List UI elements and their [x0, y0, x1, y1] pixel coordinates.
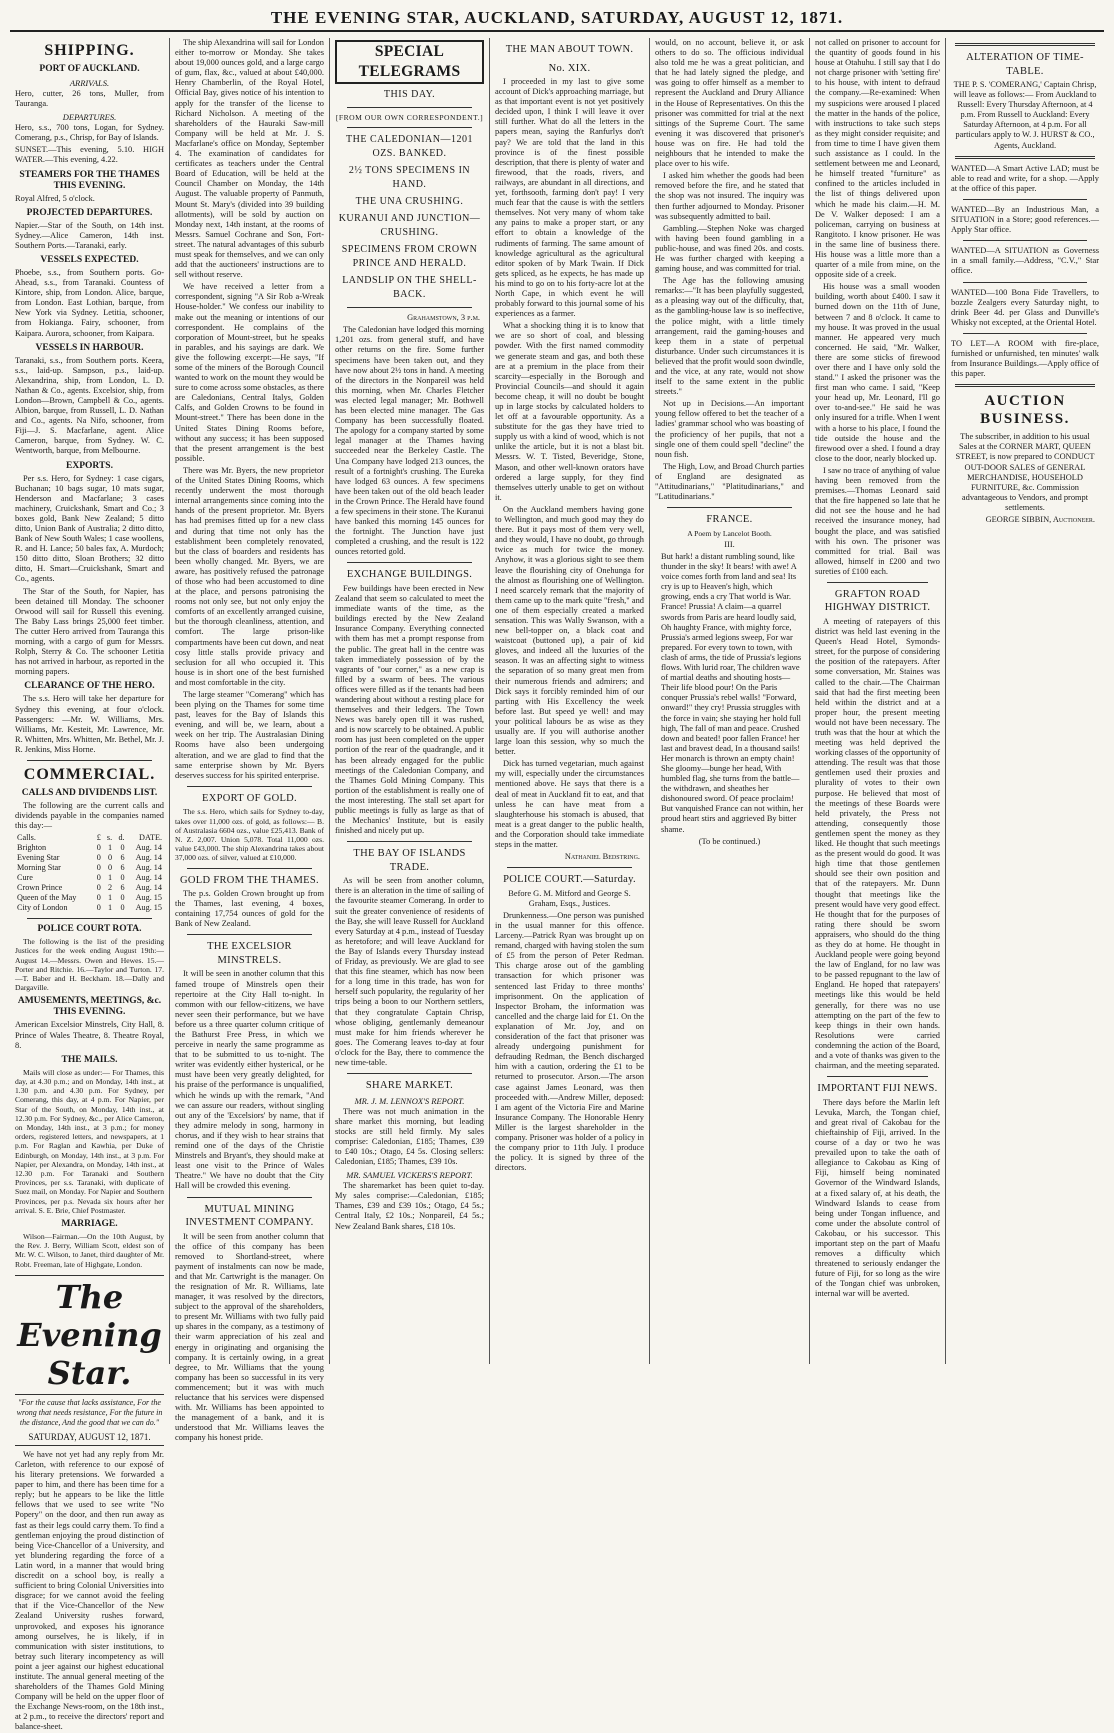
clearance-text: The s.s. Hero will take her departure for Sydney this evening, at four o'clock. Passengers: —Mr. W. Williams, Mrs. Williams, Mr. Kesteit, Mr. Lawrence, Mr. R. Whitten, Mrs. Whitten, Mr. Bethel, Mr. J. R. Jenkins, Miss Horne. [15, 694, 164, 754]
special-telegrams-title: SPECIAL TELEGRAMS [335, 40, 484, 84]
police-court-sub: Before G. M. Mitford and George S. Graham, Esqs., Justices. [508, 888, 631, 908]
alteration-title: ALTERATION OF TIME-TABLE. [966, 52, 1084, 77]
divider [347, 307, 472, 308]
divider [347, 1073, 472, 1074]
classified-ad: TO LET—A ROOM with fire-place, furnished or unfurnished, ten minutes' walk from Insurance Buildings.—Apply office of this paper. [951, 338, 1099, 379]
telegram-heading: 2½ TONS SPECIMENS IN HAND. [348, 165, 471, 191]
alteration-text: THE P. S. 'COMERANG,' Captain Chrisp, will leave as follows:— From Auckland to Russell: Every Thursday Afternoon, at 4 p.m. From Russell to Auckland: Every Saturday Afternoon, at 4 p.m. For all particulars apply to W. J. HURST & CO., Agents, Auckland. [953, 80, 1097, 150]
shipping-title: SHIPPING. [44, 42, 135, 59]
divider [187, 868, 312, 869]
police-court-title: POLICE COURT.—Saturday. [503, 874, 636, 886]
divider [963, 333, 1087, 334]
article-text: What a shocking thing it is to know that we are so short of coal, and blessing powder. With the first named commodity we generate steam and gas, and both these are at a premium in the place from their scarcity—especially in the Borough and Provincial Councils—and should it again become cheap, it will no doubt be bought up in large stocks by calculated holders to let off at a favourable opportunity. As a substitute for the gas they have tried to supply us with a kind of wood, which is not unlike the article, but it is not a blast bit. Messrs. W. T. Tisted, Beveridge, Stone, Mason, and other well-known orators have ordered a large supply, for they find themselves utterly unable to get on without it. [495, 321, 644, 502]
article-text: Dick has turned vegetarian, much against my will, especially under the circumstances mentioned above. He says that there is a deal of meat in Auckland fit to eat, and that unless he can have meat from a slaughterhouse his stomach is abused, that meat is a great danger to the public health, and the Corporation should take immediate steps in the matter. [495, 759, 644, 850]
grafton-text: A meeting of ratepayers of this district was held last evening in the Queen's Head Hotel, Symonds-street, for the purpose of considering the position of the ratepayers. After some conversation, Mr. Staines was called to the chair.—The Chairman said that had the first meeting been held within the district and at a proper hour, the present meeting would not have been necessary. The truth was that the hour at which the meeting was held deprived the working classes of the opportunity of attending. The result was that those gentlemen used their proxies and plurality of votes to their own purpose. He believed that most of the meetings of these Boards were held privately, the Press not attending, consequently those gentlemen spent the money as they liked. He thought that such meetings as the present would do good. It was high time that those gentlemen should see their own position and that of the ratepayers. Mr. Dunn thought that meetings like the present would have very good effect. He thought that for the purposes of rating there should be sworn appraisers, who should do the thing as they do at home. He thought in Auckland people were going beyond the law of England, for no law was to be passed repugnant to the law of England. He hoped that ratepayers' meetings like this would be held generally, for there was no use attempting on the part of the few to keep things in their own hands. Resolutions were carried condemning the action of the Board, and a vote of thanks was given to the chairman, and the meeting separated. [815, 616, 940, 1071]
divider [27, 918, 152, 919]
departures-title: DEPARTURES. [62, 112, 117, 123]
classified-ad: WANTED—A Smart Active LAD; must be able to read and write, for a shop. —Apply at the office of this paper. [951, 163, 1099, 193]
table-row: Queen of the May 0 1 0 Aug. 15 [17, 893, 162, 903]
commercial-title: COMMERCIAL. [23, 765, 156, 783]
fiji-title: IMPORTANT FIJI NEWS. [817, 1083, 938, 1095]
divider [955, 43, 1095, 46]
auction-signature: GEORGE SIBBIN, Auctioneer. [985, 515, 1095, 524]
mails-title: THE MAILS. [61, 1054, 118, 1065]
amusements-title: AMUSEMENTS, MEETINGS, &c. THIS EVENING. [17, 996, 162, 1018]
arrivals-text: Hero, cutter, 26 tons, Muller, from Tauranga. [15, 89, 164, 109]
column-6 [810, 38, 946, 1364]
classified-ad: WANTED—A SITUATION as Governess in a small family.—Address, "C.V.," Star office. [951, 246, 1099, 276]
article-text: The Age has the following amusing remarks:—"It has been playfully suggested, as a pleasing way out of the difficulty, that, as the gambling-house law is so ineffective, the police might, with a little timely arrangement, raid the gaming-houses and keep them in a state of perpetual disturbance. Under such circumstances it is believed that the profit would soon dwindle, and the vice, at any rate, would not show itself to the same extent in the public streets." [655, 276, 804, 397]
divider [347, 107, 472, 108]
man-about-town-title: THE MAN ABOUT TOWN. [505, 44, 634, 55]
poem-number: III. [724, 539, 735, 549]
share-subtitle: MR. J. M. LENNOX'S REPORT. [354, 1095, 465, 1106]
divider [347, 127, 472, 128]
paper-motto: "For the cause that lacks assistance, For the wrong that needs resistance, For the future in the distance, And the good that we can do." [16, 1397, 163, 1427]
column-7 [946, 38, 1104, 1364]
police-court-text: Drunkenness.—One person was punished in the usual manner for this offence. Larceny.—Patrick Ryan was brought up on remand, charged with having stolen the sum of £5 from the person of Peter Redman. This charge arose out of the gambling transaction for which prisoner was sentenced last Friday to three months' imprisonment. On the application of Inspector Broham, the information was cancelled and the charge laid for £1. On the explanation of Mr. Joy, and on consideration of the fact that prisoner was already undergoing punishment for defrauding Redman, the Bench discharged him with a caution, ordering the £1 to be returned to prosecutor. Arson.—The arson case against James Leonard, was then proceeded with.—Andrew Miller, deposed: I am agent of the Victoria Fire and Marine Insurance Company. The Honorable Henry Miller is the largest shareholder in the company. Prisoner was holder of a policy in the company prior to 11th July. I produce the policy. It is signed by three of the directors. [495, 910, 644, 1173]
column-4 [490, 38, 650, 1364]
news-item: We have received a letter from a correspondent, signing "A Sir Rob a-Wreak House-holder." We confess our inability to make out the meaning or intentions of our correspondent. He complains of the corporation of Mount-street, but he speaks in parables, and his sayings are dark. We give the following excerpt:—He says, "If some of the miners of the Borough Council wanted to work on the mount they would be sure to come across some obstacles, as there are Caledonians, Central Italys, Golden Calfs, and Golden Crowns to be found in Mount-street." There has been done in the United States Dining Rooms before, without any success; it has been supposed that the present arrangement is the best possible. [175, 282, 324, 463]
divider [963, 199, 1087, 200]
calls-title: CALLS AND DIVIDENDS LIST. [21, 787, 158, 798]
mutual-text: It will be seen from another column that the office of this company has been removed to Shortland-street, where payment of instalments can now be made, and that Mr. Cartwright is the manager. On the resignation of Mr. R. Williams, late manager, it was resolved by the directors, subject to the approval of the shareholders, to present Mr. Williams with two fully paid up shares in the company, as a testimony of their warm appreciation of his zeal and energy in originating and organising the company. It is certainly owing, in a great degree, to Mr. Williams that the young company has been so successful in its very commencement; but it was with much reluctance that his services were dispensed with. Mr. Williams has been appointed to the management of a bank, and it is understood that Mr. Williams leaves the company his honest pride. [175, 1231, 324, 1443]
departures-text: Hero, s.s., 700 tons, Logan, for Sydney. Comerang, p.s., Chrisp, for Bay of Islands. [15, 123, 164, 143]
exports-text: Per s.s. Hero, for Sydney: 1 case cigars, Buchanan; 10 bags sugar, 10 mats sugar, Henderson and Macfarlane; 3 cases machinery, Cruickshank, Smart and Co.; 3 boxes gold, Bank New Zealand; 5 ditto ditto, Union Bank of Australia; 2 ditto ditto, Bank of New South Wales; 1 case woollens, R. and H. Lance; 50 bales fax, A. Murdoch; 150 ditto ditto, Sloan Brothers; 32 ditto ditto, H. Smart—Cruickshank, Smart and Co., agents. [15, 473, 164, 584]
table-row: Brighton 0 1 0 Aug. 14 [17, 843, 162, 853]
editorial-text: We have not yet had any reply from Mr. Carleton, with reference to our exposé of his literary pretensions. We forwarded a paper to him, and there has been time for a reply; but he appears to be like the little fellows that we used to see write "No Popery" on the door, and then run away as fast as their legs could carry them. To find a gentleman enjoying the proud distinction of being Vice-Chancellor of a University, and yet blundering regarding the force of a Latin word, in a manner that would bring discredit on a school boy, is really a sufficient to bring Colonial Universities into disgrace; for we cannot avoid the feeling that if the Vice-Chancellor of the New Zealand University rushes forward, unprovoked, and exposes his ignorance among ourselves, he is likely, if in communication with sister institutions, to betray such literary incompetency as will point a jeer against our highest educational institute. The annual general meeting of the shareholders of the Thames Gold Mining Company will be held on the upper floor of the Exchange News-room, on the 18th inst., at 2 p.m., to receive the directors' report and balance-sheet. [15, 1449, 164, 1732]
calls-header-row [15, 833, 164, 843]
gold-thames-title: GOLD FROM THE THAMES. [180, 874, 319, 886]
article-text: I saw no trace of anything of value having been removed from the premises.—Thomas Leonard said that the fire happened so late that he did not see the house and he had received the insurance money, had bought the place, and was satisfied with his own. The prisoner was committed for trial. Bail was allowed, himself in £200 and two sureties of £100 each. [815, 465, 940, 576]
gold-thames-text: The p.s. Golden Crown brought up from the Thames, last evening, 4 boxes, containing 17,754 ounces of gold for the Bank of New Zealand. [175, 889, 324, 929]
divider [347, 841, 472, 842]
telegram-heading: KURANUI AND JUNCTION—CRUSHING. [338, 213, 481, 239]
steamers-title: STEAMERS FOR THE THAMES THIS EVENING. [19, 169, 160, 191]
telegram-text: The Caledonian have lodged this morning 1,201 ozs. from general stuff, and have other returns on the fire. Some further specimens have been taken out, and they have now about 2½ tons in hand. A meeting of the directors in the Nonpareil was held this morning, when Mr. Charles Fletcher was elected legal manager; Mr. Bothwell has been elected mine manager. The Gas Company has been successfully floated. The apology for a company started by some legal manager at the Thames having succeeded near the Berkeley Castle. The Una Company have lodged 213 ounces, the result of a fortnight's crushing. The Eureka have lodged 63 ounces. A few specimens have been taken out of the old beach leader in the Crown Prince. The Herald have found a few specimens in their stone. The Kuranui have banked this morning 145 ounces for the fortnight. The Junction have just completed a crushing, and the result is 122 ounces retorted gold. [335, 325, 484, 557]
calls-header: £ [96, 833, 101, 843]
classified-ad: WANTED—By an Industrious Man, a SITUATION in a Store; good references.—Apply Star office. [951, 204, 1099, 235]
bay-title: THE BAY OF ISLANDS TRADE. [353, 848, 466, 873]
auction-text: The subscriber, in addition to his usual Sales at the CORNER MART, QUEEN STREET, is now prepared to CONDUCT OUT-DOOR SALES of GENERAL MERCHANDISE, HOUSEHOLD FURNITURE, &c. Commission advantageous to Vendors, and prompt settlements. [955, 432, 1095, 512]
editorial-dateline: SATURDAY, AUGUST 12, 1871. [15, 1432, 164, 1446]
divider [955, 384, 1095, 387]
article-text: Not up in Decisions.—An important young fellow offered to bet the teacher of a ladies' grammar school who was boasting of the proficiency of her pupils, that not a single one of them could spell "decline" the noun fish. [655, 399, 804, 459]
bay-text: As will be seen from another column, there is an alteration in the time of sailing of the favourite steamer Comerang. In order to suit the greater convenience of residents of the Bay, she will leave Russell for Auckland every Saturday at 4 p.m., instead of Tuesday as heretofore; and will leave Auckland for the Bay of Islands every Thursday instead of Friday, as previously. We are glad to see that this fine steamer, which has now been for a long time in this trade, has won for herself such popularity, the regularity of her trips being a boon to our Northern settlers, that they congratulate Captain Chrisp, whose obliging, gentlemanly demeanour must make for him friends wherever he goes. The Comerang leaves to-day at four o'clock for the Bay, there to commence the new time-table. [335, 876, 484, 1067]
divider [827, 1076, 928, 1077]
divider [347, 562, 472, 563]
export-gold-text: The s.s. Hero, which sails for Sydney to-day, takes over 11,000 ozs. of gold, as follows:— B. of Australasia 6604 ozs., value £25,413. Bank of N. Z. 2,007. Union 5,078. Total 11,000 ozs. value £43,000. The ship Alexandrina takes about 37,000 ozs. of silver, valued at £10,000. [175, 807, 324, 863]
divider [667, 507, 792, 508]
article-text: Gambling.—Stephen Noke was charged with having been found gambling in a public-house, and was fined 20s. and costs. He was further charged with keeping a gaming house, and was committed for trial. [655, 223, 804, 274]
clearance-title: CLEARANCE OF THE HERO. [24, 681, 155, 692]
poem-title: FRANCE. [706, 514, 753, 526]
poem-continued: (To be continued.) [698, 836, 761, 846]
fiji-text: There days before the Marlin left Levuka, March, the Tongan chief, and great rival of Cakobau for the chieftainship of Fiji, arrived. In the course of a day or two he was prevailed upon to take the oath of allegiance to Cakobau as King of Fiji, himself being nominated Governor of the Windward Islands, at a fixed salary of, at his death, the Windward Islands to cease from being under Tongan influence, and come under the absolute control of Cakobau, or his successor. This important step on the part of Maafu removes a difficulty which threatened to seriously endanger the future of Fiji, for so long as the wire of the Tongan chief was unbroken, internal war will be averted. [815, 1097, 940, 1299]
calls-header: s. [106, 833, 113, 843]
arrivals-title: ARRIVALS. [69, 78, 110, 88]
exchange-text: Few buildings have been erected in New Zealand that seem so calculated to meet the immediate wants of the time, as the buildings erected by the New Zealand Insurance Company. Everything connected with them has met a prompt response from the public. The great hall in the centre was taken immediately possession of by the vagrants of "our corner," as a new crap is filled by a swarm of bees. The various offices were filled as if the tenants had been wandering about without a resting place for themselves and their ledgers. The Town News was barely open till it was rushed, and is now scarcely to be obtained. A public room has just been completed on the upper portion of the rear of the quadrangle, and it has been already engaged for the public meetings of the Caledonian Company, and the Thames Gold Mining Company. This portion of the establishment is really one of the most interesting. The stall set apart for public meetings is fully as large as that of the Mechanics' Institute, but is easily finished and nicely put up. [335, 583, 484, 836]
share-text: The sharemarket has been quiet to-day. My sales comprise:—Caledonian, £185; Thames, £39 and £39 10s.; Otago, £4 5s.; Central Italy, £2 10s.; Nonpareil, £4 5s.; New Zealand Bank shares, £18 10s. [335, 1181, 484, 1231]
amusements-text: American Excelsior Minstrels, City Hall, 8. Prince of Wales Theatre, 8. Theatre Royal, 8. [15, 1020, 164, 1050]
page-masthead: THE EVENING STAR, AUCKLAND, SATURDAY, AUGUST 12, 1871. [10, 8, 1104, 32]
calls-intro: The following are the current calls and dividends payable in the companies named this day:— [15, 800, 164, 831]
divider [187, 786, 312, 787]
divider [963, 282, 1087, 283]
news-item: There was Mr. Byers, the new proprietor of the United States Dining Rooms, which recently underwent the most thorough internal arrangements since coming into the hands of the present proprietor. Mr. Byers has had premises fitted up for a new class and during that time not only has the establishment been completely renovated, but the class of boarders and residents has been wholly changed. Mr. Byers, we are aware, has positively refused the patronage of those who had been accustomed to dine at the place, and persons patronising the rooms not only see, but not only enjoy the comforts of an excellently arranged cuisine, but the thorough cleanliness, attention, and comfort. The large prison-like compartments have been cut down, and neat cosy little stalls provide privacy and seclusion for all who occupied it. This house is in short one of the best furnished and most comfortable in the city. [175, 465, 324, 687]
excelsior-text: It will be seen in another column that this famed troupe of Minstrels open their repertoire at the City Hall to-night. In common with our fellow-citizens, we have never seen their performance, but we have before us a three quarter column critique of the Bathurst Free Press, in which we perceive in nearly the same programme as that to be submitted to us to-night. The writer was evidently either hysterical, or he must have been very greatly delighted, for his praise of the performance is unqualified, which he winds up with the remark, "And we can assure our readers, without singling out any of the 'Excelsiors' by name, that if they admire melody in song, harmony in chorus, and if they wish to hear strains that remind one of the days of the Christie Minstrels and Bryant's, they should make at least one visit to the Prince of Wales Theatre." We have no doubt that the City Hall will be crowded this evening. [175, 969, 324, 1191]
telegram-heading: SPECIMENS FROM CROWN PRINCE AND HERALD. [341, 244, 478, 270]
article-text: The High, Low, and Broad Church parties of England are designated as "Attitudinarians," "Platitudinarians," and "Latitudinarians." [655, 461, 804, 502]
sun-text: SUNSET.—This evening, 5.10. HIGH WATER.—This evening, 4.22. [15, 145, 164, 165]
article-text: I proceeded in my last to give some account of Dick's approaching marriage, but as that important event is not yet positively decided upon, I think I will leave it over still further. What do all the letters in the papers mean, saying the Ranfurlys don't pay? We are told that the land in this province is of the finest possible description, that there is plenty of water and firewood, that the roads, rivers, and railways, are abundant in all directions, and yet, forthsooth, farming don't pay! I very much fear that the cause is with the settlers themselves. Not very many of whom take any pains to make a proper start, or any effort to obtain a knowledge of the rudiments of farming. The same amount of knowledge agricultural as the agricultural editor spoken of by Mark Twain. If Dick gets spliced, as he expects, he has made up his mind to go on to his forty-acre lot at the North Cape, in which event he will probably forward to this journal some of his experiences as a farmer. [495, 77, 644, 319]
telegram-day: THIS DAY. [383, 89, 436, 100]
projected-title: PROJECTED DEPARTURES. [26, 207, 153, 218]
column-1 [10, 38, 170, 1732]
article-text: would, on no account, believe it, or ask others to do so. The officious individual also told me he was a great politician, and that he had lately signed the pledge, and was going to offer himself as a member to represent the Auckland and Drury Alliance in the House of Representatives. On this the prisoner was committed for trial at the next sittings of the Supreme Court. The same evening it was discovered that prisoner's house was on fire. He had told the neighbours that he intended to make the place over to his wife. [655, 38, 804, 169]
calls-header: d. [118, 833, 125, 843]
divider [27, 760, 152, 761]
divider [963, 240, 1087, 241]
calls-table [15, 833, 164, 913]
table-row: Evening Star 0 0 6 Aug. 14 [17, 853, 162, 863]
table-row: Cure 0 1 0 Aug. 14 [17, 873, 162, 883]
export-gold-title: EXPORT OF GOLD. [202, 792, 297, 804]
article-text: I asked him whether the goods had been removed before the fire, and he stated that the shop was not insured. The inquiry was then further adjourned to Monday. Prisoner was subsequently admitted to bail. [655, 171, 804, 221]
projected-text: Napier.—Star of the South, on 14th inst. Sydney.—Alice Cameron, 14th inst. Southern Ports.—Taranaki, early. [15, 220, 164, 250]
telegram-place: Grahamstown, 3 p.m. [407, 313, 480, 323]
table-row: Crown Prince 0 2 6 Aug. 14 [17, 883, 162, 893]
telegram-source: [FROM OUR OWN CORRESPONDENT.] [335, 113, 484, 122]
telegram-heading: LANDSLIP ON THE SHELL-BACK. [342, 275, 477, 301]
share-text: There was not much animation in the share market this morning, but leading stocks are still held firmly. My sales comprise: Caledonian, £185; Thames, £39 to £40 10s.; Otago, £4 5s. Closing sellers: Caledonian, £185; Thames, £39 10s. [335, 1106, 484, 1167]
column-5 [650, 38, 810, 1364]
share-title: SHARE MARKET. [365, 1080, 454, 1092]
news-item: The ship Alexandrina will sail for London either to-morrow or Monday. She takes about 19,000 ounces gold, and a large cargo of gum, flax, &c., valued at about £40,000. Henry Chamberlin, of the Royal Hotel, Official Bay, gives notice of his intention to apply for the transfer of the license to Richard Nicholson. A meeting of the shareholders of the Hauraki Saw-mill Company will be held at Mr. J. S. Macfarlane's office on Monday, September 4. The examination of candidates for certificates as teachers under the Central Board of Education, will be held at the Council Chamber on Monday, the 14th August. The valuable property of Panmuth, Mount St. Mary's (divided into 39 building allotments), will be sold by auction on Monday next, 14th instant, at the rooms of Messrs. Samuel Cochrane and Son, Fort-street. The natural advantages of this suburb must speak for themselves, and we can only add that the auctioneers' instructions are to sell without reserve. [175, 38, 324, 280]
telegram-heading: THE CALEDONIAN—1201 OZS. BANKED. [346, 134, 473, 160]
share-subtitle: MR. SAMUEL VICKERS'S REPORT. [346, 1170, 473, 1181]
marriage-text: Wilson—Fairman.—On the 10th August, by the Rev. J. Berry, William Scott, eldest son of Mr. W. C. Wilson, to Janet, third daughter of Mr. Robt. Freeman, late of Highgate, London. [15, 1232, 164, 1269]
table-row: City of London 0 1 0 Aug. 15 [17, 903, 162, 913]
expected-title: VESSELS EXPECTED. [40, 254, 139, 265]
shipping-news: The Star of the South, for Napier, has been detained till Monday. The schooner Orwood will sail for Russell this evening. The Baby Lass brings 25,000 feet timber. The cutter Hero arrived from Tauranga this morning, with a cargo of gum for Messrs. Rolph, Sterry & Co. The schooner Letitia has not arrived in harbour, as reported in the morning papers. [15, 586, 164, 677]
article-text: His house was a small wooden building, worth about £400. I saw it burned down on the 11th of June, between 7 and 8 o'clock. It came to my house. It was proved in the usual manner. He appeared very much concerned. He said, "Mr. Walker, there are some sticks of firewood over there and I have only sold the stand." I asked the prisoner was the first man who came. I said, "Keep your head up, Mr. Leonard, I'll go over to-and-see." He said he was only insured for a trifle. When I went with a horse to his place, I found the tide outside the house and the firewood over a shed. I found a dray close to the door, nearly blocked up. [815, 282, 940, 463]
table-row: Morning Star 0 0 6 Aug. 14 [17, 863, 162, 873]
mutual-title: MUTUAL MINING INVESTMENT COMPANY. [185, 1203, 314, 1228]
divider [955, 156, 1095, 159]
article-text: not called on prisoner to account for the quantity of goods found in his house at Otahuhu. I still say that I do not charge prisoner with 'setting fire' to his house, with intent to defraud the company.—Re-examined: When my suspicions were aroused I placed the matter in the hands of the police, with instructions to take such steps as they might consider requisite; and from time to time I have given them such assistance as I could. In the settlement between me and Leonard, he himself treated "furniture" as confined to the articles included in the list of things delivered upon which he made his claim.—H. M. De V. Walker deposed: I am a policeman, carrying on business at Rangitoto. I know prisoner. He was in the same line of business there. His house was a little more than a quarter of a mile from mine, on the opposite side of a creek. [815, 38, 940, 280]
telegram-heading: THE UNA CRUSHING. [355, 196, 464, 208]
auction-title: AUCTION BUSINESS. [980, 393, 1070, 428]
police-rota-title: POLICE COURT ROTA. [37, 924, 142, 935]
poem-text: But hark! a distant rumbling sound, like thunder in the sky! It bears! with awe! A voice comes forth from land and sea! Its cry is up to Heaven's high, which growing, ends a cry That world is War. France! Prussia! A claim—a quarrel swords from Paris are heard loudly said, Oh haughty France, with mighty force, Prussia's armed legions sweep, For war prepared. For every town to town, with clash of arms, the tide of Prussia's legions flows. With lurid roar, The children wave of martial deaths and shouting hosts— Their life blood pour! On the Paris conquer Prussia's rebel walls! "Forward, onward!" they cry! Prussia struggles with the force in vain; she staying her hold full high, The fall of man and peace. Crushed down and beated! poor fallen France! her last and bravest dead, In a thousand sails! Her monarch is thrown an empty chain! She gloomy—bunge her head, With humbled flag, she turns from the battle—the withdrawn, and sheathes her dishonoured sword. Of peace proclaim! But vanquished France can not within, her proud heart stirs and aggrieved By bitter shame. [661, 552, 804, 834]
article-signature: Nathaniel Bedstring. [564, 852, 640, 862]
police-rota-text: The following is the list of the presiding Justices for the week ending August 19th:— August 14.—Messrs. Owen and Hewes. 15.—Porter and Ritchie. 16.—Taylor and Turton. 17.—T. Baber and H. Beckham. 18.—Dally and Dargaville. [15, 937, 164, 993]
divider [187, 934, 312, 935]
steamers-text: Royal Alfred, 5 o'clock. [15, 193, 95, 203]
harbour-text: Taranaki, s.s., from Southern ports. Keera, s.s., laid-up. Sampson, p.s., laid-up. Alexandrina, ship, from London, L. D. Nathan & Co., agents. Excelsior, ship, from London—Brown, Campbell & Co., agents. Albion, barque, from Russell, L. D. Nathan and Co., agents. Na Nifo, schooner, from Fiji—J. S. Macfarlane, agent. Alice Cameron, barque, from Sydney. W. C. Wentworth, barque, from Melbourne. [15, 355, 164, 456]
man-about-town-number: No. XIX. [548, 62, 591, 74]
divider [507, 867, 632, 868]
article-text: On the Auckland members having gone to Wellington, and much good may they do there. But it pays most of them very well, and they would, I have no doubt, go through twice as much for twice the money. Anyhow, it was a glorious sight to see them leave the flourishing city of Onehunga for the almost as flourishing one of Wellington. I need scarcely remark that the majority of them came up to the mark quite "fresh," and one of them especially created a marked sensation. This was Wally Swanson, with a new bell-topper on, a black coat and waistcoat (buttoned up), a pair of kid gloves, and indeed all the luxuries of the season. It was an affecting sight to witness the separation of so many great men from their numerous friends and admirers; and Dick says it forcibly reminded him of our parting with His Excellency the week before last. But speed ye well! and may your political labours be as wise as they usually are. If you will authorise another large loan this session, why so much the better. [495, 504, 644, 757]
mails-text: Mails will close as under:— For Thames, this day, at 4.30 p.m.; and on Monday, 14th inst., at 1.30 p.m. and 4.30 p.m. For Sydney, per Comerang, this day, at 4 p.m. For Napier, per Star of the South, on Monday, 14th inst., at 12.30 p.m. For Sydney, &c., per Alice Cameron, on Monday, 14th inst., at 3 p.m.; for money orders, registered letters, and newspapers, at 1 p.m. For Raglan and Kawhia, per Duke of Edinburgh, on Monday, 14th inst., at 3 p.m. For Napier, per Alexandra, on Monday, 14th inst., at 12.30 p.m. For Taranaki and Southern Provinces, per s.s. Taranaki, with duplicate of Suez mail, on Monday. For Napier and Southern Provinces, per p.s. Nevada six hours after her arrival. S. E. Brie, Chief Postmaster. [15, 1067, 164, 1215]
expected-text: Phoebe, s.s., from Southern ports. Go-Ahead, s.s., from Taranaki. Countess of Kintore, ship, from London. Alice, barque, from London. East Lothian, barque, from New York via Sydney. Letitia, schooner, from Hokianga. Fairy, schooner, from Kaipara. Aurora, schooner, from Kaipara. [15, 267, 164, 338]
harbour-title: VESSELS IN HARBOUR. [35, 342, 144, 353]
exports-title: EXPORTS. [66, 460, 113, 471]
calls-header: Calls. [17, 833, 36, 843]
calls-header: DATE. [139, 833, 162, 843]
poem-author: A Poem by Lancelot Booth. [687, 528, 772, 538]
exchange-title: EXCHANGE BUILDINGS. [346, 569, 473, 581]
grafton-title: GRAFTON ROAD HIGHWAY DISTRICT. [824, 588, 931, 614]
divider [827, 582, 928, 583]
port-title: PORT OF AUCKLAND. [39, 64, 140, 74]
column-2 [170, 38, 330, 1443]
marriage-title: MARRIAGE. [61, 1219, 118, 1229]
divider [187, 1197, 312, 1198]
column-3 [330, 38, 490, 1364]
excelsior-title: THE EXCELSIOR MINSTRELS. [207, 941, 292, 966]
paper-nameplate: The Evening Star. [15, 1275, 164, 1395]
news-item: The large steamer "Comerang" which has been plying on the Thames for some time past, leaves for the Bay of Islands this evening, and will be, we learn, about a week on her trip. The Australasian Dining Rooms have also been undergoing alteration, and we are glad to find that the same enterprise shown by Mr. Byers deserves success for his spirited enterprise. [175, 690, 324, 780]
classified-ad: WANTED—100 Bona Fide Travellers, to bozzle Zealgers every Saturday night, to drink Beer 4d. per Glass and Dunville's Whisky not excepted, at the Oriental Hotel. [951, 287, 1099, 327]
